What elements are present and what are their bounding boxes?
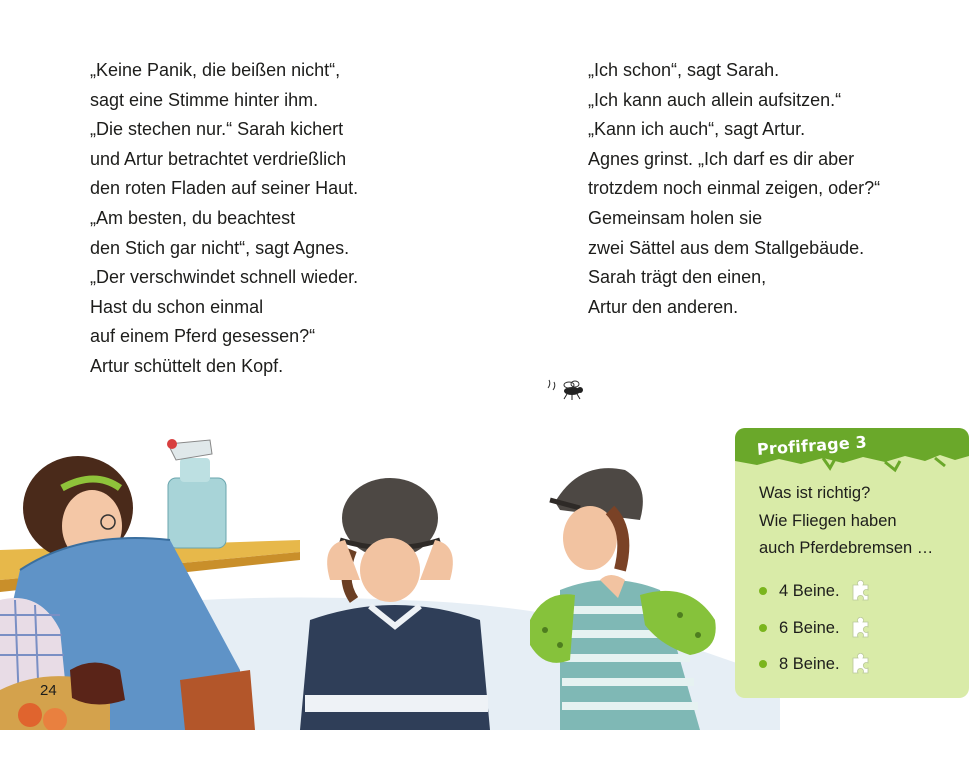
quiz-question-line: Was ist richtig? — [759, 484, 871, 502]
quiz-option-label: 8 Beine. — [779, 654, 840, 673]
text-line: „Keine Panik, die beißen nicht“, — [90, 60, 341, 80]
quiz-question-line: Wie Fliegen haben — [759, 511, 897, 530]
text-line: Artur den anderen. — [588, 296, 739, 317]
text-line: Sarah trägt den einen, — [588, 267, 767, 288]
quiz-option-label: 6 Beine. — [779, 618, 840, 637]
puzzle-piece-icon — [850, 580, 872, 602]
text-line: zwei Sättel aus dem Stallgebäude. — [588, 237, 865, 258]
text-line: Gemeinsam holen sie — [588, 207, 763, 228]
quiz-question-line: auch Pferdebremsen … — [759, 539, 934, 557]
text-line: Hast du schon einmal — [90, 296, 264, 317]
page-number: 24 — [40, 682, 57, 699]
text-line: und Artur betrachtet verdrießlich — [90, 148, 347, 169]
fly-icon — [545, 378, 587, 400]
text-line: den Stich gar nicht“, sagt Agnes. — [90, 237, 350, 258]
puzzle-piece-icon — [850, 617, 872, 639]
quiz-option-2[interactable] — [759, 615, 872, 641]
story-text-left — [90, 56, 510, 382]
quiz-box — [735, 428, 969, 698]
quiz-title: Profifrage 3 — [756, 432, 868, 459]
text-line: Agnes grinst. „Ich darf es dir aber — [588, 148, 855, 169]
text-line: „Am besten, du beachtest — [90, 207, 296, 228]
children-with-riding-helmets-illustration — [0, 430, 780, 730]
quiz-option-label: 4 Beine. — [779, 581, 840, 600]
puzzle-piece-icon — [850, 653, 872, 675]
quiz-option-3[interactable] — [759, 651, 872, 677]
text-line: trotzdem noch einmal zeigen, oder?“ — [588, 178, 881, 199]
quiz-option-1[interactable] — [759, 578, 872, 604]
story-text-right — [588, 56, 968, 322]
text-line: Artur schüttelt den Kopf. — [90, 355, 284, 376]
text-line: „Ich kann auch allein aufsitzen.“ — [588, 89, 842, 110]
bullet-icon — [759, 624, 767, 632]
text-line: „Kann ich auch“, sagt Artur. — [588, 119, 806, 140]
text-line: „Der verschwindet schnell wieder. — [90, 267, 359, 288]
bullet-icon — [759, 587, 767, 595]
text-line: „Die stechen nur.“ Sarah kichert — [90, 119, 344, 140]
text-line: sagt eine Stimme hinter ihm. — [90, 89, 319, 110]
quiz-question — [759, 480, 933, 563]
bullet-icon — [759, 660, 767, 668]
text-line: auf einem Pferd gesessen?“ — [90, 326, 316, 347]
text-line: den roten Fladen auf seiner Haut. — [90, 178, 359, 199]
text-line: „Ich schon“, sagt Sarah. — [588, 60, 780, 80]
